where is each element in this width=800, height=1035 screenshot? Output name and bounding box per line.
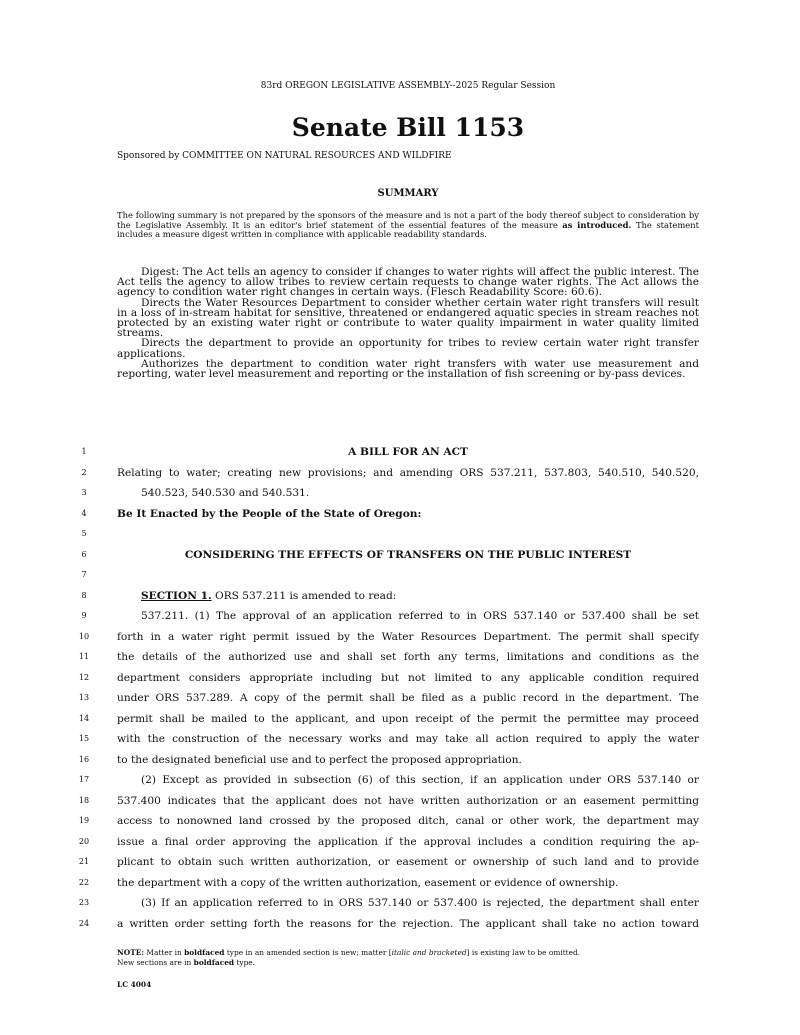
bill-line xyxy=(0,545,800,566)
line-number: 22 xyxy=(78,877,90,887)
line-number: 5 xyxy=(81,529,87,538)
bill-line xyxy=(0,647,800,668)
line-text: 537.400 indicates that the applicant does not have written authorization or an easement permitting xyxy=(117,794,699,807)
line-number: 18 xyxy=(78,795,90,805)
bill-line xyxy=(0,688,800,709)
note-text: type in an amended section is new; matter [ xyxy=(224,948,392,957)
line-number: 19 xyxy=(78,816,90,825)
summary-intro xyxy=(117,211,699,240)
line-number: 4 xyxy=(81,508,87,518)
summary-heading: SUMMARY xyxy=(377,188,439,199)
digest-paragraph: Authorizes the department to condition water right transfers with water use measurement and reporting, water level measurement and reporting or the installation of fish screening or by-pass devices. xyxy=(117,357,699,381)
line-number: 12 xyxy=(78,672,90,682)
line-number: 17 xyxy=(78,775,90,784)
summary-intro-text-2: The statement includes a measure digest written in compliance with applicable readability standards. xyxy=(117,219,700,240)
line-number: 16 xyxy=(78,754,90,764)
line-number: 14 xyxy=(78,713,90,723)
line-text: Relating to water; creating new provisions; and amending ORS 537.211, 537.803, 540.510, 540.520, xyxy=(117,466,699,479)
bill-line xyxy=(0,832,800,853)
bill-line xyxy=(0,770,800,791)
note-bold: boldfaced xyxy=(184,948,225,957)
line-number: 2 xyxy=(81,467,87,477)
line-text: forth in a water right permit issued by the Water Resources Department. The permit shall specify xyxy=(117,630,699,643)
bill-line xyxy=(0,893,800,914)
line-text: (3) If an application referred to in ORS 537.140 or 537.400 is rejected, the department shall enter xyxy=(141,897,699,909)
note-text: New sections are in xyxy=(117,958,194,967)
bill-line xyxy=(0,463,800,484)
bill-line xyxy=(0,483,800,504)
line-text: with the construction of the necessary works and may take all action required to apply the water xyxy=(117,733,699,745)
note-italic: italic and bracketed xyxy=(391,948,467,957)
line-number: 1 xyxy=(81,447,87,456)
line-number: 8 xyxy=(81,590,87,600)
line-text: access to nonowned land crossed by the proposed ditch, canal or other work, the department may xyxy=(117,815,699,827)
bill-line xyxy=(0,729,800,750)
line-number: 10 xyxy=(78,631,90,641)
line-text: 540.523, 540.530 and 540.531. xyxy=(141,487,310,499)
enacting-clause: Be It Enacted by the People of the State of Oregon: xyxy=(117,507,422,520)
line-text: the details of the authorized use and shall set forth any terms, limitations and conditions as the xyxy=(117,651,699,663)
line-text: department considers appropriate including but not limited to any applicable condition required xyxy=(117,671,699,684)
line-number: 6 xyxy=(81,549,87,559)
line-number: 23 xyxy=(78,898,90,907)
lc-number: LC 4004 xyxy=(117,980,152,989)
sponsor-line: Sponsored by COMMITTEE ON NATURAL RESOURCES AND WILDFIRE xyxy=(117,151,452,161)
line-text: a written order setting forth the reasons for the rejection. The applicant shall take no action toward xyxy=(117,917,699,930)
bill-line xyxy=(0,504,800,525)
bill-line xyxy=(0,709,800,730)
digest-paragraph: Digest: The Act tells an agency to consider if changes to water rights will affect the public interest. The Act tells the agency to allow tribes to review certain requests to change water rights. The Act allows the agency to condition water right changes in certain ways. (Flesch Readability Score: 60.6). xyxy=(117,266,699,299)
line-number: 15 xyxy=(78,734,90,743)
bill-body xyxy=(0,442,800,934)
note-text: Matter in xyxy=(144,948,185,957)
bill-line xyxy=(0,606,800,627)
bill-line xyxy=(0,565,800,586)
bill-line xyxy=(0,873,800,894)
bill-line xyxy=(0,811,800,832)
line-text: to the designated beneficial use and to perfect the proposed appropriation. xyxy=(117,753,522,766)
footnote xyxy=(117,948,699,968)
bill-line xyxy=(0,524,800,545)
bill-line xyxy=(0,791,800,812)
summary-digest xyxy=(117,267,699,379)
bill-line xyxy=(0,627,800,648)
line-number: 11 xyxy=(78,652,90,661)
line-number: 13 xyxy=(78,693,90,702)
section-label: SECTION 1. xyxy=(141,589,212,602)
bill-line xyxy=(0,750,800,771)
summary-intro-text-1: The following summary is not prepared by the sponsors of the measure and is not a part of the body thereof subject to consideration by the Legislative Assembly. It is an editor's brief statement of the essential features of the measure xyxy=(117,210,699,230)
section-heading: CONSIDERING THE EFFECTS OF TRANSFERS ON THE PUBLIC INTEREST xyxy=(184,548,632,561)
section-intro: ORS 537.211 is amended to read: xyxy=(211,589,397,602)
line-number: 3 xyxy=(81,488,87,497)
line-text: issue a final order approving the application if the approval includes a condition requiring the ap- xyxy=(117,835,699,848)
session-header: 83rd OREGON LEGISLATIVE ASSEMBLY--2025 Regular Session xyxy=(260,81,556,91)
digest-paragraph: Directs the department to provide an opportunity for tribes to review certain water right transfer applications. xyxy=(117,337,699,360)
line-text: under ORS 537.289. A copy of the permit shall be filed as a public record in the department. The xyxy=(117,692,699,704)
bill-line xyxy=(0,586,800,607)
bill-line xyxy=(0,914,800,935)
bill-line xyxy=(0,442,800,463)
bill-line xyxy=(0,668,800,689)
summary-intro-bold: as introduced. xyxy=(562,219,632,230)
line-text: the department with a copy of the written authorization, easement or evidence of ownership. xyxy=(117,876,619,889)
line-number: 21 xyxy=(78,857,90,866)
note-text: type. xyxy=(234,958,256,967)
bill-line xyxy=(0,852,800,873)
line-number: 20 xyxy=(78,836,90,846)
line-text: permit shall be mailed to the applicant, and upon receipt of the permit the permittee may proceed xyxy=(117,712,699,725)
line-text: (2) Except as provided in subsection (6) of this section, if an application under ORS 537.140 or xyxy=(141,774,699,786)
act-heading: A BILL FOR AN ACT xyxy=(348,446,468,458)
note-label: NOTE: xyxy=(117,948,145,957)
line-number: 9 xyxy=(81,611,87,620)
line-text: 537.211. (1) The approval of an application referred to in ORS 537.140 or 537.400 shall be set xyxy=(141,610,699,622)
note-text: ] is existing law to be omitted. xyxy=(466,948,581,957)
note-bold: boldfaced xyxy=(193,958,235,967)
line-text xyxy=(117,586,699,607)
digest-paragraph: Directs the Water Resources Department to consider whether certain water right transfers will result in a loss of in-stream habitat for sensitive, threatened or endangered aquatic species in stream reaches not protected by an existing water right or contribute to water quality impairment in water quality limited streams. xyxy=(117,296,699,340)
bill-title: Senate Bill 1153 xyxy=(291,113,525,142)
line-number: 24 xyxy=(78,918,90,928)
line-number: 7 xyxy=(81,570,87,579)
line-text: plicant to obtain such written authorization, or easement or ownership of such land and to provide xyxy=(117,856,699,868)
